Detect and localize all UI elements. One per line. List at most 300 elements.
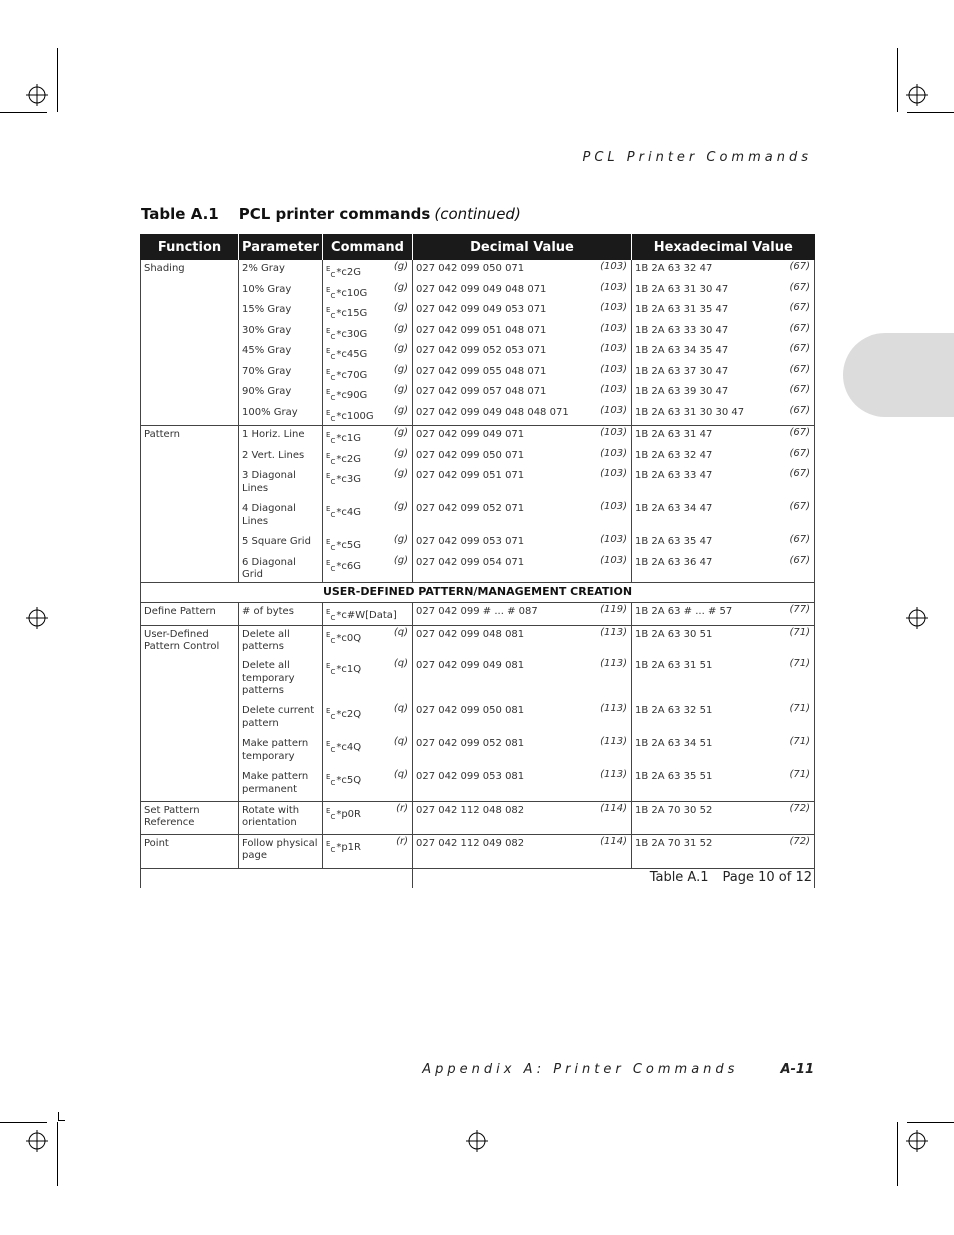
- hex-cell: [632, 769, 815, 801]
- decimal-value: 027 042 099 057 048 071: [416, 386, 547, 397]
- section-heading-body: [141, 582, 815, 603]
- parameter-cell: Make pattern permanent: [239, 769, 323, 801]
- crop-mark: [57, 1122, 58, 1186]
- parameter-cell: 3 Diagonal Lines: [239, 468, 323, 501]
- column-header: Command: [323, 234, 413, 260]
- column-header: Function: [141, 234, 239, 260]
- command-ref: (g): [393, 363, 408, 375]
- hex-ref: (67): [789, 554, 810, 566]
- command-cell: [323, 555, 413, 583]
- command-text: *c90G: [336, 390, 368, 401]
- parameter-cell: 5 Square Grid: [239, 534, 323, 555]
- decimal-ref: (113): [600, 736, 627, 747]
- table-footer-label: Table A.1: [649, 869, 709, 885]
- command-cell: [323, 260, 413, 282]
- decimal-cell: [413, 468, 632, 501]
- hex-value: 1B 2A 63 35 51: [635, 771, 713, 782]
- decimal-ref: (103): [600, 427, 627, 438]
- parameter-cell: # of bytes: [239, 603, 323, 626]
- command-cell: [323, 658, 413, 703]
- decimal-cell: [413, 658, 632, 703]
- decimal-value: 027 042 099 050 071: [416, 263, 525, 274]
- decimal-cell: [413, 625, 632, 658]
- escape-e-glyph: E: [326, 285, 331, 294]
- decimal-ref: (103): [600, 501, 627, 512]
- escape-c-glyph: C: [330, 373, 336, 382]
- decimal-ref: (103): [600, 468, 627, 479]
- command-text: *c2G: [336, 267, 361, 278]
- table-body-bottom: [141, 603, 815, 869]
- table-footer-row: [141, 868, 815, 888]
- command-text: *c5G: [336, 540, 361, 551]
- command-text: *c45G: [336, 349, 368, 360]
- hex-value: 1B 2A 70 30 52: [635, 804, 713, 816]
- escape-c-glyph: C: [330, 353, 336, 361]
- parameter-cell: 100% Gray: [239, 405, 323, 426]
- table-row: [141, 625, 815, 658]
- decimal-ref: (103): [600, 281, 627, 293]
- command-cell: [323, 384, 413, 405]
- decimal-ref: (119): [600, 604, 627, 615]
- escape-c-glyph: C: [330, 414, 336, 423]
- decimal-cell: [413, 801, 632, 834]
- escape-c-glyph: C: [330, 668, 336, 676]
- command-ref: (q): [393, 626, 408, 638]
- function-cell: [141, 703, 239, 736]
- command-ref: (r): [396, 802, 408, 814]
- function-cell: [141, 769, 239, 801]
- hex-cell: [632, 801, 815, 834]
- function-cell: [141, 384, 239, 405]
- table-row: [141, 801, 815, 834]
- escape-c-glyph: C: [330, 394, 336, 402]
- decimal-cell: [413, 555, 632, 583]
- column-header: Parameter: [239, 234, 323, 260]
- escape-e-glyph: E: [326, 431, 331, 439]
- hex-value: 1B 2A 70 31 52: [635, 837, 713, 849]
- decimal-ref: (113): [600, 703, 627, 714]
- hex-value: 1B 2A 63 33 47: [635, 470, 713, 481]
- table-row: [141, 448, 815, 469]
- command-cell: [323, 834, 413, 868]
- command-ref: (g): [393, 447, 408, 459]
- command-text: *c2Q: [336, 709, 362, 720]
- function-cell: [141, 555, 239, 583]
- command-cell: [323, 769, 413, 801]
- command-text: *c5Q: [336, 775, 362, 786]
- command-ref: (g): [393, 404, 408, 416]
- command-cell: [323, 426, 413, 448]
- command-text: *c4Q: [336, 742, 362, 753]
- parameter-cell: 2 Vert. Lines: [239, 448, 323, 469]
- function-cell: Shading: [141, 260, 239, 282]
- decimal-cell: [413, 302, 632, 323]
- command-cell: [323, 323, 413, 344]
- decimal-ref: (103): [600, 261, 627, 272]
- function-cell: User-Defined Pattern Control: [141, 625, 239, 658]
- hex-value: 1B 2A 63 39 30 47: [635, 386, 729, 397]
- hex-cell: [632, 834, 815, 868]
- escape-e-glyph: E: [326, 839, 331, 848]
- crop-mark: [897, 1122, 898, 1186]
- escape-e-glyph: E: [326, 451, 331, 460]
- parameter-cell: 6 Diagonal Grid: [239, 555, 323, 583]
- decimal-value: 027 042 099 052 071: [416, 503, 525, 514]
- command-ref: (g): [393, 384, 408, 395]
- command-text: *c3G: [336, 474, 361, 485]
- hex-value: 1B 2A 63 35 47: [635, 536, 713, 547]
- hex-ref: (71): [789, 658, 810, 669]
- command-ref: (g): [393, 322, 408, 334]
- escape-c-glyph: C: [330, 746, 336, 754]
- command-cell: [323, 501, 413, 534]
- function-cell: [141, 448, 239, 469]
- function-cell: [141, 501, 239, 534]
- table-row: [141, 426, 815, 448]
- escape-e-glyph: E: [326, 558, 331, 567]
- hex-value: 1B 2A 63 31 47: [635, 429, 713, 440]
- escape-c-glyph: C: [330, 845, 336, 854]
- escape-e-glyph: E: [326, 306, 331, 314]
- hex-value: 1B 2A 63 34 35 47: [635, 345, 729, 356]
- escape-c-glyph: C: [330, 713, 336, 721]
- decimal-value: 027 042 099 052 081: [416, 738, 525, 749]
- hex-cell: [632, 448, 815, 469]
- hex-ref: (67): [789, 468, 810, 479]
- registration-target-icon: [906, 84, 928, 106]
- hex-ref: (71): [789, 769, 810, 780]
- hex-ref: (71): [789, 626, 810, 638]
- corner-mark: [58, 1120, 65, 1121]
- decimal-ref: (113): [600, 626, 627, 638]
- function-cell: Define Pattern: [141, 603, 239, 626]
- escape-c-glyph: C: [330, 544, 336, 552]
- hex-ref: (77): [789, 604, 810, 615]
- command-text: *c6G: [336, 560, 361, 572]
- escape-e-glyph: E: [326, 505, 331, 513]
- table-row: [141, 736, 815, 769]
- decimal-value: 027 042 099 049 081: [416, 660, 525, 671]
- hex-ref: (67): [789, 363, 810, 375]
- decimal-cell: [413, 426, 632, 448]
- hex-cell: [632, 302, 815, 323]
- table-body-top: [141, 260, 815, 582]
- hex-value: 1B 2A 63 31 30 47: [635, 283, 729, 295]
- command-text: *c10G: [336, 287, 368, 299]
- table-footer-spacer: [141, 868, 413, 888]
- decimal-cell: [413, 343, 632, 364]
- decimal-cell: [413, 260, 632, 282]
- parameter-cell: 90% Gray: [239, 384, 323, 405]
- decimal-value: 027 042 112 048 082: [416, 804, 525, 816]
- hex-cell: [632, 282, 815, 303]
- chapter-thumb-tab: [843, 333, 954, 417]
- escape-e-glyph: E: [326, 367, 331, 376]
- escape-c-glyph: C: [330, 332, 336, 341]
- hex-ref: (67): [789, 343, 810, 354]
- escape-c-glyph: C: [330, 457, 336, 466]
- crop-mark: [907, 112, 954, 113]
- command-cell: [323, 343, 413, 364]
- hex-value: 1B 2A 63 # ... # 57: [635, 606, 733, 617]
- page-number: A-11: [780, 1062, 814, 1077]
- hex-ref: (72): [789, 835, 810, 847]
- hex-value: 1B 2A 63 31 35 47: [635, 304, 729, 315]
- parameter-cell: 15% Gray: [239, 302, 323, 323]
- column-header: Decimal Value: [413, 234, 632, 260]
- decimal-ref: (103): [600, 322, 627, 334]
- command-cell: [323, 364, 413, 385]
- decimal-cell: [413, 769, 632, 801]
- escape-e-glyph: E: [326, 472, 331, 480]
- parameter-cell: 2% Gray: [239, 260, 323, 282]
- table-row: [141, 323, 815, 344]
- hex-cell: [632, 468, 815, 501]
- hex-cell: [632, 736, 815, 769]
- escape-e-glyph: E: [326, 608, 331, 616]
- hex-cell: [632, 426, 815, 448]
- column-header: Hexadecimal Value: [632, 234, 815, 260]
- decimal-value: 027 042 099 048 081: [416, 628, 525, 640]
- crop-mark: [897, 48, 898, 112]
- footer-text: Appendix A: Printer Commands: [422, 1062, 739, 1077]
- registration-target-icon: [906, 607, 928, 629]
- parameter-cell: Rotate with orientation: [239, 801, 323, 834]
- hex-cell: [632, 405, 815, 426]
- function-cell: Pattern: [141, 426, 239, 448]
- decimal-value: 027 042 099 049 071: [416, 429, 525, 440]
- decimal-value: 027 042 099 051 071: [416, 470, 525, 481]
- decimal-value: 027 042 099 049 053 071: [416, 304, 547, 315]
- command-text: *c1Q: [336, 664, 362, 675]
- registration-target-icon: [26, 84, 48, 106]
- decimal-cell: [413, 501, 632, 534]
- escape-c-glyph: C: [330, 564, 336, 573]
- decimal-value: 027 042 099 053 081: [416, 771, 525, 782]
- parameter-cell: 70% Gray: [239, 364, 323, 385]
- parameter-cell: Delete all temporary patterns: [239, 658, 323, 703]
- hex-ref: (71): [789, 736, 810, 747]
- hex-value: 1B 2A 63 30 51: [635, 628, 713, 640]
- command-text: *c30G: [336, 328, 368, 340]
- registration-target-icon: [26, 607, 48, 629]
- command-cell: [323, 736, 413, 769]
- command-text: *c0Q: [336, 632, 362, 644]
- decimal-ref: (103): [600, 302, 627, 313]
- command-text: *c15G: [336, 308, 368, 319]
- hex-ref: (71): [789, 703, 810, 714]
- decimal-value: 027 042 099 050 071: [416, 449, 525, 461]
- decimal-ref: (103): [600, 404, 627, 416]
- table-row: [141, 260, 815, 282]
- decimal-ref: (113): [600, 769, 627, 780]
- table-row: [141, 603, 815, 626]
- table-row: [141, 501, 815, 534]
- escape-e-glyph: E: [326, 773, 331, 781]
- decimal-value: 027 042 099 049 048 071: [416, 283, 547, 295]
- hex-value: 1B 2A 63 34 51: [635, 738, 713, 749]
- section-heading-row: [141, 582, 815, 603]
- table-footer-body: [141, 868, 815, 888]
- parameter-cell: 45% Gray: [239, 343, 323, 364]
- hex-cell: [632, 658, 815, 703]
- command-text: *p0R: [336, 808, 361, 820]
- function-cell: [141, 343, 239, 364]
- hex-value: 1B 2A 63 32 47: [635, 263, 713, 274]
- command-cell: [323, 801, 413, 834]
- hex-ref: (67): [789, 404, 810, 416]
- decimal-value: 027 042 099 049 048 048 071: [416, 406, 569, 418]
- command-ref: (g): [393, 261, 408, 272]
- escape-c-glyph: C: [330, 478, 336, 486]
- registration-target-icon: [906, 1130, 928, 1152]
- hex-cell: [632, 501, 815, 534]
- command-ref: (g): [393, 281, 408, 293]
- parameter-cell: 4 Diagonal Lines: [239, 501, 323, 534]
- hex-ref: (67): [789, 501, 810, 512]
- decimal-value: 027 042 112 049 082: [416, 837, 525, 849]
- hex-value: 1B 2A 63 31 51: [635, 660, 713, 671]
- command-text: *c1G: [336, 433, 361, 444]
- command-cell: [323, 282, 413, 303]
- hex-value: 1B 2A 63 32 47: [635, 449, 713, 461]
- table-name: PCL printer commands: [238, 205, 431, 223]
- parameter-cell: Delete all patterns: [239, 625, 323, 658]
- decimal-cell: [413, 834, 632, 868]
- decimal-ref: (114): [600, 802, 627, 814]
- command-ref: (g): [393, 343, 408, 354]
- escape-e-glyph: E: [326, 538, 331, 546]
- escape-e-glyph: E: [326, 388, 331, 396]
- table-continued: (continued): [434, 205, 521, 223]
- table-row: [141, 282, 815, 303]
- command-ref: (g): [393, 534, 408, 545]
- function-cell: [141, 405, 239, 426]
- parameter-cell: 30% Gray: [239, 323, 323, 344]
- hex-cell: [632, 364, 815, 385]
- decimal-cell: [413, 384, 632, 405]
- escape-c-glyph: C: [330, 614, 336, 622]
- command-text: *c100G: [336, 410, 374, 422]
- function-cell: [141, 364, 239, 385]
- hex-ref: (67): [789, 322, 810, 334]
- escape-c-glyph: C: [330, 312, 336, 320]
- hex-ref: (67): [789, 302, 810, 313]
- table-row: [141, 384, 815, 405]
- escape-e-glyph: E: [326, 740, 331, 748]
- command-ref: (g): [393, 501, 408, 512]
- command-ref: (g): [393, 427, 408, 438]
- decimal-ref: (103): [600, 384, 627, 395]
- escape-e-glyph: E: [326, 662, 331, 670]
- hex-ref: (67): [789, 384, 810, 395]
- decimal-cell: [413, 603, 632, 626]
- command-text: *c#W[Data]: [336, 610, 397, 621]
- function-cell: [141, 282, 239, 303]
- hex-cell: [632, 534, 815, 555]
- decimal-ref: (103): [600, 343, 627, 354]
- function-cell: [141, 658, 239, 703]
- hex-cell: [632, 555, 815, 583]
- hex-value: 1B 2A 63 33 30 47: [635, 324, 729, 336]
- decimal-cell: [413, 534, 632, 555]
- command-ref: (q): [393, 736, 408, 747]
- decimal-ref: (113): [600, 658, 627, 669]
- hex-value: 1B 2A 63 32 51: [635, 705, 713, 716]
- crop-mark: [57, 48, 58, 112]
- escape-c-glyph: C: [330, 779, 336, 787]
- table-header-row: [141, 234, 815, 260]
- decimal-value: 027 042 099 054 071: [416, 556, 525, 568]
- function-cell: [141, 302, 239, 323]
- command-ref: (g): [393, 554, 408, 566]
- command-cell: [323, 603, 413, 626]
- hex-cell: [632, 343, 815, 364]
- command-ref: (q): [393, 703, 408, 714]
- hex-ref: (67): [789, 534, 810, 545]
- decimal-cell: [413, 364, 632, 385]
- table-row: [141, 364, 815, 385]
- table-row: [141, 302, 815, 323]
- decimal-ref: (103): [600, 363, 627, 375]
- escape-e-glyph: E: [326, 806, 331, 815]
- crop-mark: [0, 1122, 47, 1123]
- decimal-ref: (103): [600, 447, 627, 459]
- command-ref: (q): [393, 658, 408, 669]
- section-heading: USER-DEFINED PATTERN/MANAGEMENT CREATION: [141, 582, 815, 603]
- escape-c-glyph: C: [330, 812, 336, 821]
- command-text: *c70G: [336, 369, 368, 381]
- hex-value: 1B 2A 63 31 30 30 47: [635, 406, 745, 418]
- table-footer: [413, 868, 815, 888]
- crop-mark: [0, 112, 47, 113]
- escape-e-glyph: E: [326, 326, 331, 335]
- hex-cell: [632, 260, 815, 282]
- hex-ref: (72): [789, 802, 810, 814]
- decimal-value: 027 042 099 055 048 071: [416, 365, 547, 377]
- escape-c-glyph: C: [330, 271, 336, 279]
- table-title: [141, 205, 521, 223]
- command-cell: [323, 302, 413, 323]
- command-ref: (q): [393, 769, 408, 780]
- function-cell: [141, 736, 239, 769]
- crop-mark: [907, 1122, 954, 1123]
- parameter-cell: Follow physical page: [239, 834, 323, 868]
- command-text: *c4G: [336, 507, 361, 518]
- decimal-value: 027 042 099 # ... # 087: [416, 606, 538, 617]
- table-row: [141, 834, 815, 868]
- running-head: PCL Printer Commands: [582, 150, 812, 165]
- function-cell: [141, 323, 239, 344]
- table-row: [141, 343, 815, 364]
- parameter-cell: 1 Horiz. Line: [239, 426, 323, 448]
- escape-e-glyph: E: [326, 408, 331, 417]
- hex-value: 1B 2A 63 34 47: [635, 503, 713, 514]
- hex-value: 1B 2A 63 37 30 47: [635, 365, 729, 377]
- decimal-cell: [413, 448, 632, 469]
- escape-c-glyph: C: [330, 437, 336, 445]
- registration-target-icon: [26, 1130, 48, 1152]
- hex-ref: (67): [789, 281, 810, 293]
- hex-cell: [632, 703, 815, 736]
- command-text: *c2G: [336, 453, 361, 465]
- table-footer-page: Page 10 of 12: [722, 869, 812, 885]
- decimal-value: 027 042 099 052 053 071: [416, 345, 547, 356]
- hex-cell: [632, 384, 815, 405]
- hex-ref: (67): [789, 447, 810, 459]
- pcl-commands-table: [140, 234, 815, 888]
- command-ref: (r): [396, 835, 408, 847]
